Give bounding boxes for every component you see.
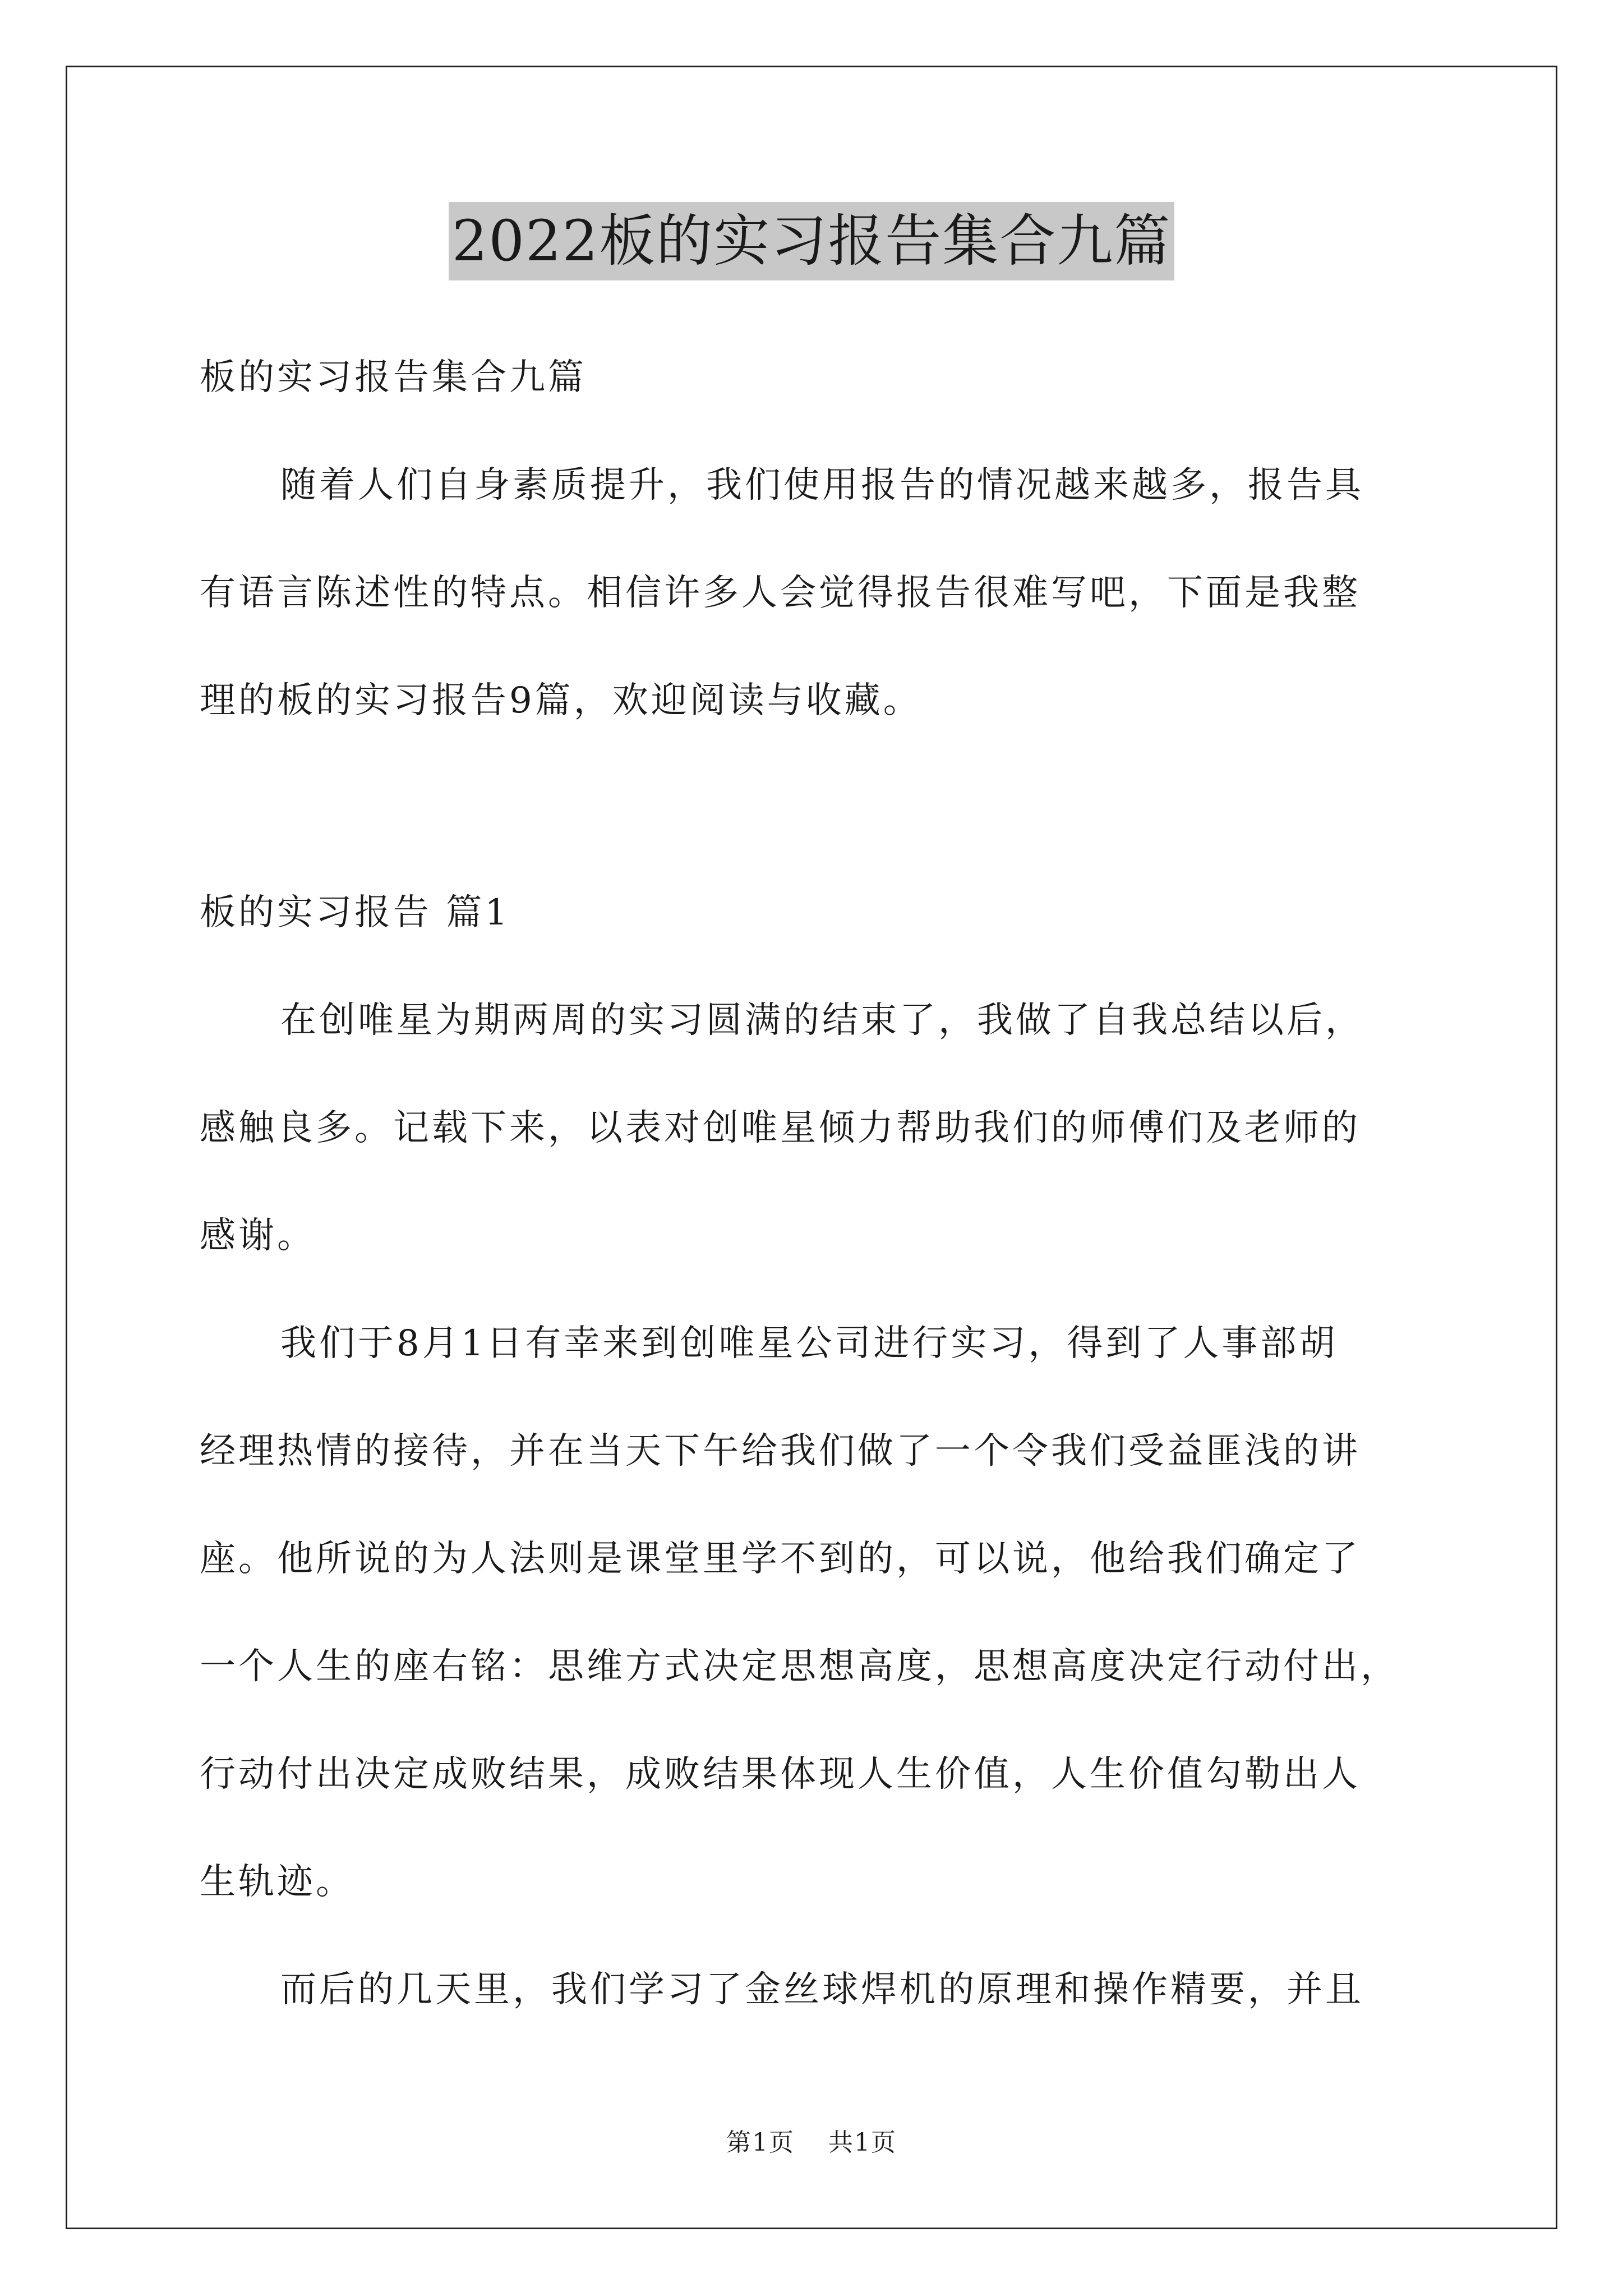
document-title: [0, 202, 1623, 280]
page-footer: [0, 2126, 1623, 2160]
paragraph2-line-4: 一个人生的座右铭：思维方式决定思想高度，思想高度决定行动付出，: [200, 1646, 1399, 1687]
section-heading: 板的实习报告 篇1: [200, 892, 511, 933]
page-number: 第1页: [726, 2128, 795, 2157]
paragraph1-line-3: 感谢。: [200, 1215, 316, 1257]
intro-line-3: 理的板的实习报告9篇，欢迎阅读与收藏。: [200, 680, 922, 721]
subtitle: 板的实习报告集合九篇: [200, 357, 587, 398]
paragraph2-line-5: 行动付出决定成败结果，成败结果体现人生价值，人生价值勾勒出人: [200, 1754, 1361, 1795]
paragraph2-line-2: 经理热情的接待，并在当天下午给我们做了一个令我们受益匪浅的讲: [200, 1430, 1361, 1472]
paragraph2-line-3: 座。他所说的为人法则是课堂里学不到的，可以说，他给我们确定了: [200, 1538, 1361, 1580]
paragraph2-line-6: 生轨迹。: [200, 1861, 354, 1903]
paragraph1-line-1: 在创唯星为期两周的实习圆满的结束了，我做了自我总结以后，: [280, 1000, 1364, 1041]
intro-line-1: 随着人们自身素质提升，我们使用报告的情况越来越多，报告具: [280, 464, 1364, 506]
document-title-text: 2022板的实习报告集合九篇: [449, 202, 1175, 280]
intro-line-2: 有语言陈述性的特点。相信许多人会觉得报告很难写吧，下面是我整: [200, 572, 1361, 614]
paragraph1-line-2: 感触良多。记载下来，以表对创唯星倾力帮助我们的师傅们及老师的: [200, 1107, 1361, 1149]
paragraph2-line-1: 我们于8月1日有幸来到创唯星公司进行实习，得到了人事部胡: [280, 1323, 1338, 1364]
page-total: 共1页: [828, 2128, 897, 2157]
paragraph3-line-1: 而后的几天里，我们学习了金丝球焊机的原理和操作精要，并且: [280, 1969, 1364, 2010]
